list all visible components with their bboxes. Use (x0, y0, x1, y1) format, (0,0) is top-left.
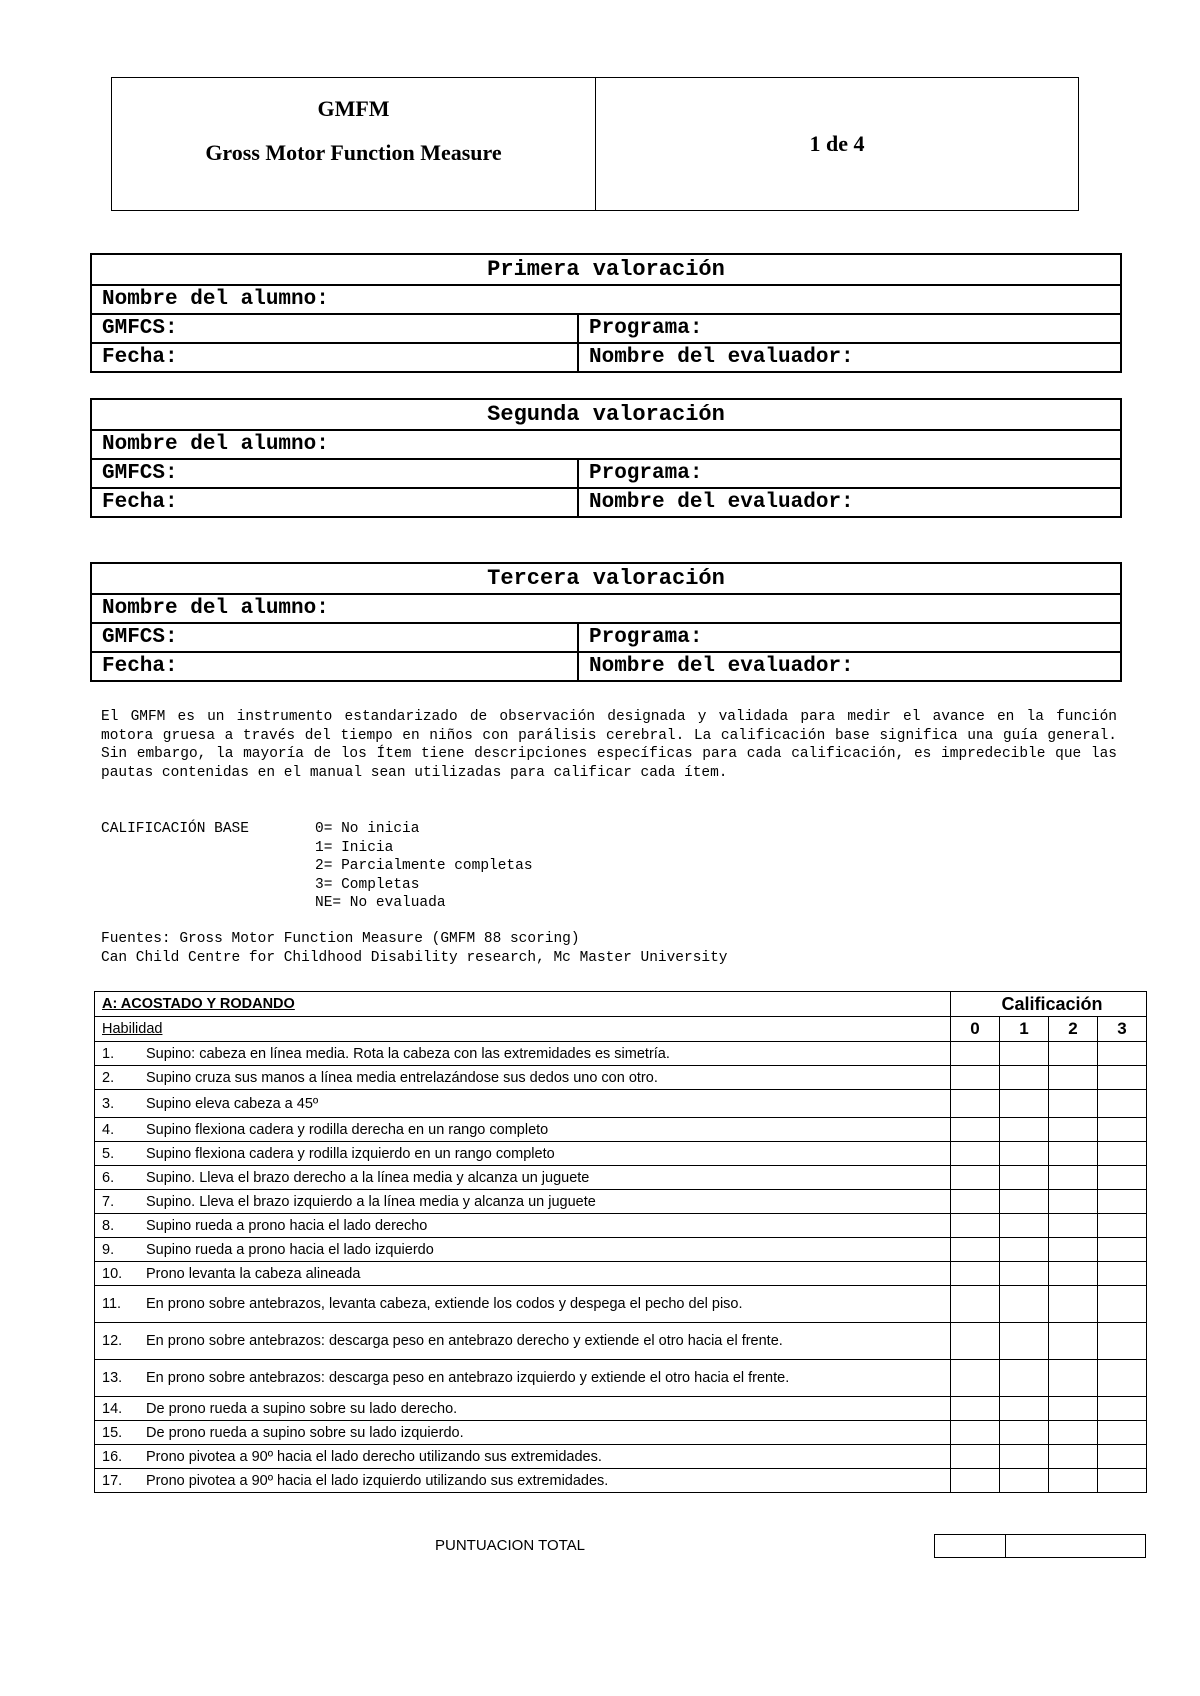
table-row (95, 1042, 1147, 1066)
table-row (95, 1142, 1147, 1166)
table-row (95, 1421, 1147, 1445)
score-cell-1[interactable] (1000, 1445, 1049, 1469)
calificacion-levels (315, 820, 533, 913)
calificacion-header: Calificación (951, 992, 1147, 1017)
score-cell-1[interactable] (1000, 1421, 1049, 1445)
programa-field[interactable]: Programa: (578, 459, 1121, 488)
table-row (95, 1469, 1147, 1493)
table-row (95, 1214, 1147, 1238)
valoracion-title: Segunda valoración (91, 399, 1121, 430)
score-cell-3[interactable] (1098, 1238, 1147, 1262)
source-line-2: Can Child Centre for Childhood Disability research, Mc Master University (101, 949, 728, 966)
score-cell-2[interactable] (1049, 1214, 1098, 1238)
item-text: De prono rueda a supino sobre su lado derecho. (146, 1400, 458, 1417)
calificacion-base-label: CALIFICACIÓN BASE (101, 821, 249, 837)
item-cell (95, 1323, 951, 1360)
score-cell-2[interactable] (1049, 1142, 1098, 1166)
score-cell-1[interactable] (1000, 1360, 1049, 1397)
item-cell (95, 1042, 951, 1066)
score-cell-2[interactable] (1049, 1262, 1098, 1286)
item-number: 12. (102, 1333, 123, 1349)
fecha-field[interactable]: Fecha: (91, 343, 578, 372)
habilidad-header: Habilidad (95, 1017, 951, 1042)
table-row (95, 1166, 1147, 1190)
score-cell-1[interactable] (1000, 1286, 1049, 1323)
item-cell (95, 1360, 951, 1397)
score-cell-3[interactable] (1098, 1142, 1147, 1166)
item-text: Prono pivotea a 90º hacia el lado izquierdo utilizando sus extremidades. (146, 1472, 609, 1489)
score-cell-3[interactable] (1098, 1042, 1147, 1066)
item-number: 5. (102, 1145, 115, 1162)
item-text: Supino rueda a prono hacia el lado derecho (146, 1217, 428, 1234)
score-cell-3[interactable] (1098, 1445, 1147, 1469)
section-title: A: ACOSTADO Y RODANDO (95, 992, 951, 1017)
table-row (95, 1118, 1147, 1142)
table-row (95, 1323, 1147, 1360)
item-number: 11. (102, 1296, 122, 1312)
score-cell-1[interactable] (1000, 1090, 1049, 1118)
item-cell (95, 1445, 951, 1469)
score-cell-2[interactable] (1049, 1469, 1098, 1493)
student-name-field[interactable]: Nombre del alumno: (91, 285, 1121, 314)
score-header-1: 1 (1000, 1017, 1049, 1042)
score-cell-1[interactable] (1000, 1238, 1049, 1262)
score-cell-3[interactable] (1098, 1397, 1147, 1421)
score-cell-0[interactable] (951, 1421, 1000, 1445)
item-cell (95, 1238, 951, 1262)
score-cell-0[interactable] (951, 1090, 1000, 1118)
item-number: 7. (102, 1193, 115, 1210)
item-text: Prono pivotea a 90º hacia el lado derecho utilizando sus extremidades. (146, 1448, 602, 1465)
item-text: De prono rueda a supino sobre su lado izquierdo. (146, 1424, 464, 1441)
score-cell-1[interactable] (1000, 1323, 1049, 1360)
student-name-field[interactable]: Nombre del alumno: (91, 594, 1121, 623)
valoracion-table-3 (90, 562, 1122, 682)
score-cell-2[interactable] (1049, 1066, 1098, 1090)
total-label: PUNTUACION TOTAL (435, 1537, 586, 1554)
score-cell-0[interactable] (951, 1066, 1000, 1090)
gmfcs-field[interactable]: GMFCS: (91, 314, 578, 343)
table-row (95, 1445, 1147, 1469)
score-cell-0[interactable] (951, 1445, 1000, 1469)
score-cell-2[interactable] (1049, 1238, 1098, 1262)
item-cell (95, 1190, 951, 1214)
item-number: 8. (102, 1217, 115, 1234)
intro-paragraph: El GMFM es un instrumento estandarizado de observación designada y validada para medir el avance en la función motora gruesa a través del tiempo en niños con parálisis cerebral. La calificación base significa una guía general. Sin embargo, la mayoría de los Ítem tiene descripciones específicas para cada calificación, es impredecible que las pautas contenidas en el manual sean utilizadas para calificar cada ítem. (101, 709, 1117, 781)
item-number: 16. (102, 1448, 123, 1465)
total-score-cell-b[interactable] (1006, 1535, 1145, 1557)
table-row (95, 1190, 1147, 1214)
score-cell-0[interactable] (951, 1042, 1000, 1066)
score-header-2: 2 (1049, 1017, 1098, 1042)
item-number: 13. (102, 1370, 123, 1386)
item-cell (95, 1214, 951, 1238)
source-line-1: Fuentes: Gross Motor Function Measure (GMFM 88 scoring) (101, 931, 580, 947)
item-text: En prono sobre antebrazos: descarga peso en antebrazo derecho y extiende el otro hacia el frente. (146, 1333, 783, 1349)
item-number: 15. (102, 1424, 123, 1441)
item-cell (95, 1469, 951, 1493)
item-cell (95, 1166, 951, 1190)
score-cell-1[interactable] (1000, 1042, 1049, 1066)
item-text: Supino cruza sus manos a línea media entrelazándose sus dedos uno con otro. (146, 1069, 658, 1086)
score-cell-2[interactable] (1049, 1042, 1098, 1066)
level-1: 1= Inicia (315, 839, 394, 856)
score-cell-3[interactable] (1098, 1190, 1147, 1214)
level-ne: NE= No evaluada (315, 895, 446, 911)
item-text: Supino flexiona cadera y rodilla izquierdo en un rango completo (146, 1145, 555, 1162)
score-header-3: 3 (1098, 1017, 1147, 1042)
item-number: 3. (102, 1095, 115, 1112)
score-cell-0[interactable] (951, 1238, 1000, 1262)
table-row (95, 1262, 1147, 1286)
header-title-cell (112, 78, 596, 210)
score-cell-2[interactable] (1049, 1360, 1098, 1397)
score-cell-0[interactable] (951, 1323, 1000, 1360)
gmfcs-field[interactable]: GMFCS: (91, 623, 578, 652)
total-score-box[interactable] (934, 1534, 1146, 1558)
table-row (95, 1360, 1147, 1397)
score-cell-0[interactable] (951, 1166, 1000, 1190)
score-cell-0[interactable] (951, 1360, 1000, 1397)
score-cell-3[interactable] (1098, 1323, 1147, 1360)
score-cell-1[interactable] (1000, 1214, 1049, 1238)
score-cell-0[interactable] (951, 1142, 1000, 1166)
page-number: 1 de 4 (809, 131, 865, 156)
valoracion-table-2 (90, 398, 1122, 518)
table-row (95, 1397, 1147, 1421)
score-cell-1[interactable] (1000, 1166, 1049, 1190)
item-cell (95, 1262, 951, 1286)
score-cell-1[interactable] (1000, 1262, 1049, 1286)
item-number: 17. (102, 1472, 123, 1489)
evaluador-field[interactable]: Nombre del evaluador: (578, 488, 1121, 517)
score-cell-0[interactable] (951, 1286, 1000, 1323)
item-text: Supino flexiona cadera y rodilla derecha en un rango completo (146, 1121, 549, 1138)
header-name: Gross Motor Function Measure (205, 140, 502, 165)
item-number: 6. (102, 1169, 115, 1186)
score-cell-1[interactable] (1000, 1397, 1049, 1421)
item-number: 1. (102, 1045, 115, 1062)
table-row (95, 1286, 1147, 1323)
table-row (95, 1090, 1147, 1118)
table-row (95, 1066, 1147, 1090)
item-number: 14. (102, 1400, 123, 1417)
level-2: 2= Parcialmente completas (315, 858, 533, 874)
valoracion-title: Primera valoración (91, 254, 1121, 285)
item-number: 10. (102, 1265, 123, 1282)
gmfcs-field[interactable]: GMFCS: (91, 459, 578, 488)
score-cell-0[interactable] (951, 1190, 1000, 1214)
score-cell-3[interactable] (1098, 1166, 1147, 1190)
score-cell-1[interactable] (1000, 1469, 1049, 1493)
score-cell-3[interactable] (1098, 1118, 1147, 1142)
score-cell-1[interactable] (1000, 1190, 1049, 1214)
table-row (95, 1238, 1147, 1262)
item-cell (95, 1286, 951, 1323)
item-cell (95, 1066, 951, 1090)
item-number: 2. (102, 1069, 115, 1086)
score-cell-3[interactable] (1098, 1360, 1147, 1397)
score-cell-2[interactable] (1049, 1166, 1098, 1190)
score-cell-2[interactable] (1049, 1445, 1098, 1469)
programa-field[interactable]: Programa: (578, 314, 1121, 343)
score-cell-0[interactable] (951, 1262, 1000, 1286)
item-text: Supino. Lleva el brazo izquierdo a la línea media y alcanza un juguete (146, 1193, 596, 1210)
evaluador-field[interactable]: Nombre del evaluador: (578, 343, 1121, 372)
header-acronym: GMFM (317, 96, 390, 121)
item-text: Prono levanta la cabeza alineada (146, 1265, 361, 1282)
item-text: Supino. Lleva el brazo derecho a la línea media y alcanza un juguete (146, 1169, 590, 1186)
header-box (111, 77, 1079, 211)
score-cell-2[interactable] (1049, 1118, 1098, 1142)
score-cell-2[interactable] (1049, 1190, 1098, 1214)
score-cell-3[interactable] (1098, 1090, 1147, 1118)
item-text: Supino eleva cabeza a 45º (146, 1095, 319, 1112)
item-text: Supino: cabeza en línea media. Rota la cabeza con las extremidades es simetría. (146, 1045, 670, 1062)
score-cell-0[interactable] (951, 1118, 1000, 1142)
level-0: 0= No inicia (315, 821, 420, 837)
score-cell-1[interactable] (1000, 1118, 1049, 1142)
item-cell (95, 1090, 951, 1118)
valoracion-title: Tercera valoración (91, 563, 1121, 594)
score-cell-3[interactable] (1098, 1262, 1147, 1286)
score-cell-2[interactable] (1049, 1397, 1098, 1421)
score-cell-3[interactable] (1098, 1286, 1147, 1323)
skills-table (94, 991, 1147, 1493)
score-cell-2[interactable] (1049, 1090, 1098, 1118)
score-cell-3[interactable] (1098, 1066, 1147, 1090)
total-score-cell-a[interactable] (935, 1535, 1006, 1557)
fecha-field[interactable]: Fecha: (91, 488, 578, 517)
score-cell-0[interactable] (951, 1214, 1000, 1238)
header-page-cell (596, 78, 1078, 210)
level-3: 3= Completas (315, 876, 420, 893)
item-cell (95, 1142, 951, 1166)
score-cell-0[interactable] (951, 1397, 1000, 1421)
item-cell (95, 1118, 951, 1142)
item-text: En prono sobre antebrazos: descarga peso en antebrazo izquierdo y extiende el otro hacia el frente. (146, 1370, 790, 1386)
item-number: 9. (102, 1241, 115, 1258)
score-cell-3[interactable] (1098, 1469, 1147, 1493)
score-cell-0[interactable] (951, 1469, 1000, 1493)
item-cell (95, 1421, 951, 1445)
evaluador-field[interactable]: Nombre del evaluador: (578, 652, 1121, 681)
sources (101, 930, 728, 967)
item-text: Supino rueda a prono hacia el lado izquierdo (146, 1241, 434, 1258)
programa-field[interactable]: Programa: (578, 623, 1121, 652)
score-cell-1[interactable] (1000, 1066, 1049, 1090)
score-cell-2[interactable] (1049, 1323, 1098, 1360)
valoracion-table-1 (90, 253, 1122, 373)
score-cell-2[interactable] (1049, 1286, 1098, 1323)
score-cell-2[interactable] (1049, 1421, 1098, 1445)
item-number: 4. (102, 1121, 115, 1138)
score-header-0: 0 (951, 1017, 1000, 1042)
item-cell (95, 1397, 951, 1421)
score-cell-3[interactable] (1098, 1214, 1147, 1238)
score-cell-1[interactable] (1000, 1142, 1049, 1166)
score-cell-3[interactable] (1098, 1421, 1147, 1445)
fecha-field[interactable]: Fecha: (91, 652, 578, 681)
item-text: En prono sobre antebrazos, levanta cabeza, extiende los codos y despega el pecho del piso. (146, 1296, 743, 1312)
student-name-field[interactable]: Nombre del alumno: (91, 430, 1121, 459)
